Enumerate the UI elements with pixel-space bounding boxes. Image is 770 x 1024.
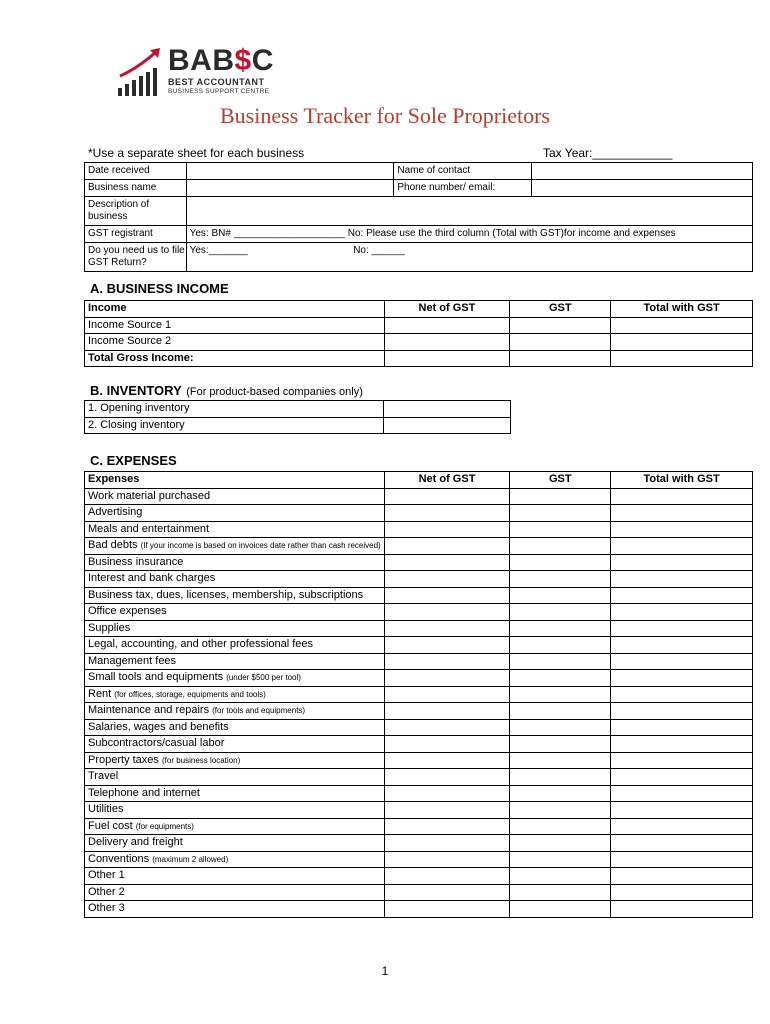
tax-year-field[interactable]: Tax Year:____________ (543, 146, 673, 160)
date-received-field[interactable] (186, 163, 394, 180)
expense-net-field[interactable] (384, 719, 510, 736)
expense-total-field[interactable] (611, 637, 753, 654)
expense-gst-field[interactable] (510, 538, 611, 555)
gst-yes-option[interactable]: Yes: BN# ____________________ (189, 228, 345, 239)
logo-tagline: BEST ACCOUNTANT (168, 77, 265, 87)
logo-chart-icon (118, 46, 168, 98)
expense-net-field[interactable] (384, 554, 510, 571)
need-gst-yes-option[interactable]: Yes:_______ (189, 245, 248, 256)
table-row (85, 670, 753, 687)
total-gross-income-gst[interactable] (510, 350, 611, 367)
expense-total-field[interactable] (611, 769, 753, 786)
expense-label (85, 785, 385, 802)
expense-label (85, 505, 385, 522)
expense-net-field[interactable] (384, 703, 510, 720)
expense-total-field[interactable] (611, 505, 753, 522)
table-row (85, 868, 753, 885)
expense-gst-field[interactable] (510, 637, 611, 654)
expense-label-text: Subcontractors/casual labor (88, 737, 225, 750)
expense-label-text: Rent (88, 687, 115, 700)
expense-label-note: (for business location) (161, 755, 241, 765)
expense-label (85, 670, 385, 687)
expense-label (85, 884, 385, 901)
expense-gst-field[interactable] (510, 587, 611, 604)
gst-registrant-options[interactable] (186, 226, 752, 243)
expense-net-field[interactable] (384, 901, 510, 918)
table-row (85, 802, 753, 819)
expense-label-text: Telephone and internet (88, 786, 200, 799)
expense-gst-field[interactable] (510, 505, 611, 522)
expense-label-text: Bad debts (88, 539, 141, 552)
income-table (84, 300, 753, 367)
expense-label-text: Other 1 (88, 869, 125, 882)
expense-gst-field[interactable] (510, 901, 611, 918)
info-table (84, 162, 753, 272)
opening-inventory-field[interactable] (384, 401, 511, 418)
table-row (85, 488, 753, 505)
expense-total-field[interactable] (611, 670, 753, 687)
inventory-section-title: B. INVENTORY (90, 383, 182, 398)
expense-net-field[interactable] (384, 587, 510, 604)
expense-net-field[interactable] (384, 736, 510, 753)
expense-label (85, 736, 385, 753)
expense-gst-field[interactable] (510, 719, 611, 736)
opening-inventory-label: 1. Opening inventory (85, 401, 384, 418)
expense-label-text: Supplies (88, 621, 131, 634)
table-row (85, 620, 753, 637)
business-name-label: Business name (85, 180, 187, 197)
expenses-table (84, 471, 753, 918)
table-row (85, 604, 753, 621)
expense-label-note: (under $500 per tool) (226, 673, 301, 683)
expense-total-field[interactable] (611, 719, 753, 736)
expense-total-field[interactable] (611, 571, 753, 588)
table-row (85, 851, 753, 868)
description-field[interactable] (186, 197, 752, 226)
need-gst-no-option[interactable]: No: ______ (353, 245, 405, 256)
expense-total-field[interactable] (611, 835, 753, 852)
expense-gst-field[interactable] (510, 571, 611, 588)
expenses-net-gst-header: Net of GST (384, 472, 510, 489)
phone-email-field[interactable] (532, 180, 753, 197)
expense-total-field[interactable] (611, 818, 753, 835)
expense-total-field[interactable] (611, 868, 753, 885)
expense-net-field[interactable] (384, 521, 510, 538)
expense-label-text: Business tax, dues, licenses, membership, subscriptions (88, 588, 364, 601)
expenses-section-title: C. EXPENSES (90, 453, 177, 468)
business-name-field[interactable] (186, 180, 394, 197)
expense-total-field[interactable] (611, 884, 753, 901)
expense-label-text: Meals and entertainment (88, 522, 210, 535)
expense-total-field[interactable] (611, 538, 753, 555)
expense-net-field[interactable] (384, 637, 510, 654)
expense-label (85, 868, 385, 885)
date-received-label: Date received (85, 163, 187, 180)
expense-net-field[interactable] (384, 835, 510, 852)
expense-gst-field[interactable] (510, 835, 611, 852)
expense-gst-field[interactable] (510, 884, 611, 901)
table-row (85, 901, 753, 918)
expense-label-text: Conventions (88, 852, 153, 865)
expense-net-field[interactable] (384, 868, 510, 885)
expense-gst-field[interactable] (510, 620, 611, 637)
expense-net-field[interactable] (384, 686, 510, 703)
expense-total-field[interactable] (611, 703, 753, 720)
expense-net-field[interactable] (384, 620, 510, 637)
expense-label-text: Management fees (88, 654, 177, 667)
table-row (85, 505, 753, 522)
expense-net-field[interactable] (384, 538, 510, 555)
income-source-1-net[interactable] (384, 317, 510, 334)
expense-net-field[interactable] (384, 818, 510, 835)
expense-gst-field[interactable] (510, 604, 611, 621)
table-row (85, 719, 753, 736)
expense-gst-field[interactable] (510, 736, 611, 753)
expense-label (85, 719, 385, 736)
expense-gst-field[interactable] (510, 488, 611, 505)
table-row (85, 571, 753, 588)
page-number: 1 (381, 964, 389, 978)
expense-label-text: Delivery and freight (88, 836, 183, 849)
logo-subtagline: BUSINESS SUPPORT CENTRE (168, 88, 270, 95)
expense-net-field[interactable] (384, 488, 510, 505)
expense-total-field[interactable] (611, 587, 753, 604)
inventory-section-header (90, 382, 363, 400)
logo-wordmark: BAB$C (168, 44, 274, 77)
income-source-1-gst[interactable] (510, 317, 611, 334)
expense-total-field[interactable] (611, 653, 753, 670)
expense-total-field[interactable] (611, 851, 753, 868)
expense-net-field[interactable] (384, 802, 510, 819)
expense-label-text: Interest and bank charges (88, 572, 216, 585)
phone-email-label: Phone number/ email: (394, 180, 532, 197)
expense-label (85, 587, 385, 604)
expense-label-text: Legal, accounting, and other professional fees (88, 638, 314, 651)
expense-net-field[interactable] (384, 505, 510, 522)
gst-registrant-label: GST registrant (85, 226, 187, 243)
expense-total-field[interactable] (611, 488, 753, 505)
income-header: Income (85, 301, 385, 318)
description-label: Description of business (85, 197, 187, 226)
contact-name-label: Name of contact (394, 163, 532, 180)
income-source-2-net[interactable] (384, 334, 510, 351)
expense-net-field[interactable] (384, 884, 510, 901)
expense-label (85, 521, 385, 538)
expense-total-field[interactable] (611, 901, 753, 918)
page-title: Business Tracker for Sole Proprietors (220, 103, 550, 128)
expense-label (85, 488, 385, 505)
expense-label-note: (for tools and equipments) (212, 706, 306, 716)
table-row (85, 785, 753, 802)
expense-label (85, 851, 385, 868)
table-row (85, 686, 753, 703)
table-row (85, 818, 753, 835)
expense-net-field[interactable] (384, 653, 510, 670)
expense-total-field[interactable] (611, 604, 753, 621)
expense-label-text: Other 3 (88, 902, 125, 915)
expense-gst-field[interactable] (510, 818, 611, 835)
expense-label-note: (If your income is based on invoices date rather than cash received) (140, 541, 381, 551)
table-row (85, 736, 753, 753)
expense-total-field[interactable] (611, 620, 753, 637)
expense-net-field[interactable] (384, 851, 510, 868)
expense-net-field[interactable] (384, 670, 510, 687)
expense-label (85, 818, 385, 835)
gst-header: GST (510, 301, 611, 318)
expense-label-note: (maximum 2 allowed) (152, 854, 229, 864)
expense-total-field[interactable] (611, 785, 753, 802)
expense-label (85, 637, 385, 654)
table-row (85, 653, 753, 670)
total-gross-income-total[interactable] (611, 350, 753, 367)
income-source-2-total[interactable] (611, 334, 753, 351)
expense-gst-field[interactable] (510, 554, 611, 571)
expense-total-field[interactable] (611, 802, 753, 819)
expense-gst-field[interactable] (510, 521, 611, 538)
expense-total-field[interactable] (611, 752, 753, 769)
expenses-header: Expenses (85, 472, 385, 489)
expense-label (85, 752, 385, 769)
expense-net-field[interactable] (384, 604, 510, 621)
table-row (85, 884, 753, 901)
expense-label (85, 769, 385, 786)
expense-label-text: Fuel cost (88, 819, 136, 832)
expense-label-text: Advertising (88, 506, 143, 519)
need-gst-label: Do you need us to file GST Return? (85, 243, 187, 272)
expense-label (85, 571, 385, 588)
expense-label (85, 538, 385, 555)
expense-label-text: Work material purchased (88, 489, 211, 502)
total-gst-header: Total with GST (611, 301, 753, 318)
inventory-section-note: (For product-based companies only) (186, 386, 363, 398)
expense-gst-field[interactable] (510, 769, 611, 786)
table-row (85, 703, 753, 720)
total-gross-income-net[interactable] (384, 350, 510, 367)
closing-inventory-field[interactable] (384, 417, 511, 434)
table-row (85, 554, 753, 571)
expense-label-text: Utilities (88, 803, 124, 816)
expense-label (85, 703, 385, 720)
expense-gst-field[interactable] (510, 802, 611, 819)
expense-gst-field[interactable] (510, 851, 611, 868)
income-source-1-label: Income Source 1 (85, 317, 385, 334)
expense-label (85, 554, 385, 571)
expense-label-text: Office expenses (88, 605, 167, 618)
closing-inventory-label: 2. Closing inventory (85, 417, 384, 434)
expense-net-field[interactable] (384, 752, 510, 769)
expenses-total-gst-header: Total with GST (611, 472, 753, 489)
table-row (85, 538, 753, 555)
expense-gst-field[interactable] (510, 785, 611, 802)
expense-label-note: (for offices, storage, equipments and tools) (114, 689, 266, 699)
total-gross-income-label: Total Gross Income: (85, 350, 385, 367)
expense-gst-field[interactable] (510, 670, 611, 687)
contact-name-field[interactable] (532, 163, 753, 180)
expense-label-text: Property taxes (88, 753, 162, 766)
inventory-table (84, 400, 511, 434)
table-row (85, 587, 753, 604)
expense-net-field[interactable] (384, 769, 510, 786)
expense-label-text: Other 2 (88, 885, 125, 898)
expense-net-field[interactable] (384, 571, 510, 588)
expense-gst-field[interactable] (510, 868, 611, 885)
income-source-2-gst[interactable] (510, 334, 611, 351)
gst-no-option[interactable]: No: Please use the third column (Total with GST)for income and expenses (347, 228, 676, 239)
expense-gst-field[interactable] (510, 653, 611, 670)
expense-total-field[interactable] (611, 686, 753, 703)
expense-label (85, 686, 385, 703)
table-row (85, 752, 753, 769)
expense-label-text: Travel (88, 770, 119, 783)
expense-label (85, 802, 385, 819)
net-gst-header: Net of GST (384, 301, 510, 318)
expense-label-note: (for equipments) (135, 821, 194, 831)
expense-label (85, 620, 385, 637)
expense-label-text: Business insurance (88, 555, 184, 568)
need-gst-options[interactable] (186, 243, 752, 272)
expense-label (85, 604, 385, 621)
expenses-gst-header: GST (510, 472, 611, 489)
expense-total-field[interactable] (611, 521, 753, 538)
expense-label (85, 835, 385, 852)
expense-gst-field[interactable] (510, 752, 611, 769)
expense-gst-field[interactable] (510, 703, 611, 720)
income-source-1-total[interactable] (611, 317, 753, 334)
expense-gst-field[interactable] (510, 686, 611, 703)
table-row (85, 521, 753, 538)
expense-label (85, 653, 385, 670)
expense-label (85, 901, 385, 918)
expense-net-field[interactable] (384, 785, 510, 802)
expense-label-text: Small tools and equipments (88, 671, 227, 684)
income-source-2-label: Income Source 2 (85, 334, 385, 351)
expense-label-text: Maintenance and repairs (88, 704, 213, 717)
expense-label-text: Salaries, wages and benefits (88, 720, 229, 733)
expense-total-field[interactable] (611, 736, 753, 753)
expense-total-field[interactable] (611, 554, 753, 571)
income-section-title: A. BUSINESS INCOME (90, 281, 229, 296)
table-row (85, 637, 753, 654)
instruction-note: *Use a separate sheet for each business (88, 146, 305, 160)
table-row (85, 835, 753, 852)
table-row (85, 769, 753, 786)
